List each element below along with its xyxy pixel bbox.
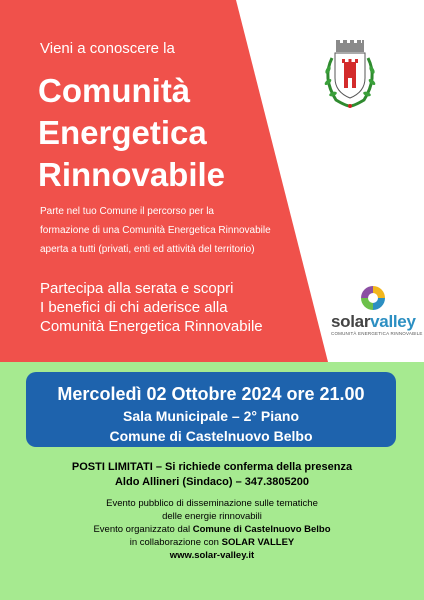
organized-line — [0, 523, 424, 536]
call-to-action — [40, 279, 263, 336]
description-line: aperta a tutti (privati, enti ed attività del territorio) — [40, 244, 255, 255]
limited-seats-notice — [0, 460, 424, 490]
event-town: Comune di Castelnuovo Belbo — [109, 428, 313, 444]
organizer-name: Comune di Castelnuovo Belbo — [192, 524, 331, 535]
contact-text: Aldo Allineri (Sindaco) – 347.3805200 — [114, 476, 309, 488]
title-line: Energetica — [38, 114, 207, 151]
details-line: Evento pubblico di disseminazione sulle tematiche — [106, 498, 318, 509]
details-line: delle energie rinnovabili — [162, 511, 262, 522]
collaboration-line — [0, 536, 424, 549]
title-line: Rinnovabile — [38, 156, 226, 193]
event-details — [0, 497, 424, 562]
collaborator-name: SOLAR VALLEY — [221, 537, 295, 548]
event-date-time: Mercoledì 02 Ottobre 2024 ore 21.00 — [57, 384, 365, 404]
coat-of-arms-icon — [316, 40, 384, 112]
cta-line: Comunità Energetica Rinnovabile — [40, 318, 263, 335]
collab-prefix: in collaborazione con — [129, 537, 222, 548]
website-link[interactable]: www.solar-valley.it — [169, 550, 255, 561]
event-venue: Sala Municipale – 2° Piano — [123, 408, 299, 424]
logo-word-solar: solar — [331, 312, 371, 331]
event-box — [26, 372, 396, 447]
solar-valley-logo — [331, 282, 423, 338]
description — [40, 202, 271, 259]
limited-text: POSTI LIMITATI – Si richiede conferma della presenza — [71, 461, 353, 473]
organized-prefix: Evento organizzato dal — [93, 524, 193, 535]
description-line: Parte nel tuo Comune il percorso per la — [40, 206, 214, 217]
cta-line: I benefici di chi aderisce alla — [40, 299, 228, 316]
title-line: Comunità — [38, 72, 191, 109]
description-line: formazione di una Comunità Energetica Rinnovabile — [40, 225, 271, 236]
intro-text: Vieni a conoscere la — [40, 40, 175, 57]
logo-word-valley: valley — [370, 312, 416, 331]
logo-subtitle: COMUNITÀ ENERGETICA RINNOVABILE — [331, 331, 423, 336]
logo-wordmark — [331, 312, 416, 332]
main-title — [38, 70, 225, 196]
solar-valley-swirl-icon — [359, 284, 387, 312]
cta-line: Partecipa alla serata e scopri — [40, 280, 234, 297]
